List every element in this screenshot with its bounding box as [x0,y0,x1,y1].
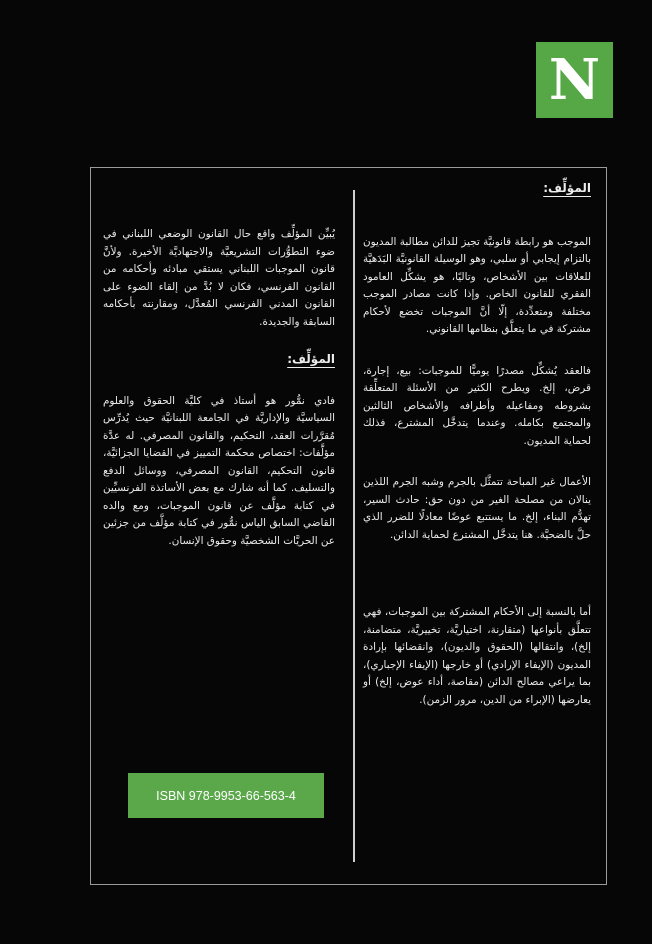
isbn-label: ISBN 978-9953-66-563-4 [128,773,324,818]
paragraph-obligation: الموجب هو رابطة قانونيَّة تجيز للدائن مطالبة المديون بالتزام إيجابي أو سلبي، وهو الوسيلة القانونيَّة البَدَهيَّة للعلاقات بين الأشخاص، وتاليًا، هو يشكِّل العامود الفقري للقانون الخاص. وإذا كانت مصادر الموجب مختلفة ومتعدِّدة، إلّا أنَّ الموجبات تخضع لأحكام مشتركة في ما يتعلَّق بنظامها القانوني. [363,235,591,335]
back-cover-frame [90,167,607,885]
column-divider [353,190,355,862]
left-column [103,226,335,550]
paragraph-torts: الأعمال غير المباحة تتمثَّل بالجرم وشبه الجرم اللذين ينالان من مصلحة الغير من دون حق: حادث السير، تهدُّم البناء، إلخ. ما يستتبع عوضًا معادلًا للضرر الذي حلَّ بالضحيَّة. هنا يتدخَّل المشترع لحماية الدائن. [363,476,591,541]
logo-letter: N [548,47,601,113]
author-heading: المؤلِّف: [287,352,335,366]
publisher-logo [536,42,613,118]
paragraph-intro: يُبيِّن المؤلِّف واقع حال القانون الوضعي اللبناني في ضوء التطوُّرات التشريعيَّة والاجتهاديَّة الأخيرة. ولأنَّ قانون الموجبات اللبناني يستقي مبادئه وأحكامه من القانون الفرنسي، فكان لا بُدَّ من إلقاء الضوء على القانون المدني الفرنسي المُعدَّل، ومقارنته بأحكامه السابقة والجديدة. [103,228,335,328]
paragraph-author-bio: فادي نمُّور هو أستاذ في كليَّة الحقوق والعلوم السياسيَّة والإداريَّة في الجامعة اللبنانيَّة حيث يُدرِّس مُقرَّرات العقد، التحكيم، والقانون المصرفي. له عدَّة مؤلَّفات: اختصاص محكمة التمييز في القضايا الجزائيَّة، قانون التحكيم، القانون المصرفي، ووسائل الدفع والتسليف. كما أنه شارك مع بعض الأساتذة الفرنسيِّين في كتابة مؤلَّف عن قانون الموجبات، ومع والده القاضي السابق الياس نمُّور في كتابة مؤلَّف من جزئين عن الحريَّات الشخصيَّة وحقوق الإنسان. [103,394,335,547]
right-heading: المؤلِّف: [543,181,591,195]
paragraph-contract: فالعقد يُشكِّل مصدرًا يوميًّا للموجبات: بيع، إجارة، قرض، إلخ. ويطرح الكثير من الأسئلة المتعلِّقة بشروطه ومفاعيله وأطرافه والأشخاص الثالثين والمجتمع بكامله. وعندما يتدخَّل المشترع، فذلك لحماية المديون. [363,364,591,447]
right-column [363,180,591,733]
paragraph-common-rules: أما بالنسبة إلى الأحكام المشتركة بين الموجبات، فهي تتعلَّق بأنواعها (متقارنة، اختياريَّة، تخييريَّة، متضامنة، إلخ)، وانتقالها (الحقوق والديون)، وانقضائها بإرادة المديون (الإيفاء الإرادي) أو خارجها (الإيفاء الإجباري)، بما يراعي مصالح الدائن (مقاصة، أداء عوض، إلخ) أو يعارضها (الإبراء من الدين، مرور الزمن). [363,606,591,706]
